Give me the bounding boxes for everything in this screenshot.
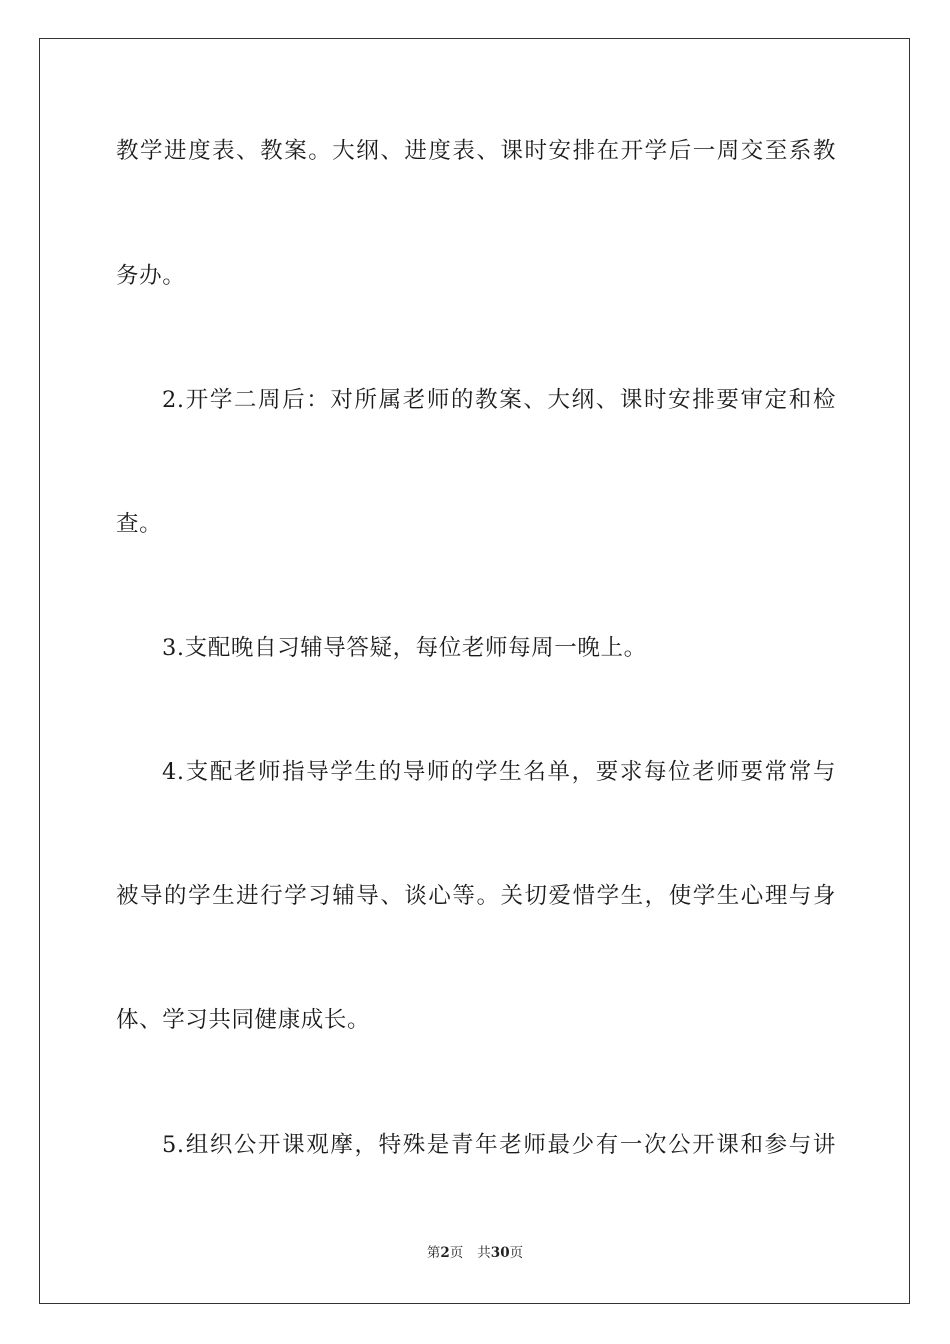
text-line-4: 查。 <box>116 511 163 537</box>
text-line-6: 4.支配老师指导学生的导师的学生名单，要求每位老师要常常与 <box>162 759 836 785</box>
text-line-1: 教学进度表、教案。大纲、进度表、课时安排在开学后一周交至系教 <box>116 138 836 164</box>
text-line-8: 体、学习共同健康成长。 <box>116 1007 371 1033</box>
page-number: 2 <box>440 1245 450 1261</box>
page-footer <box>0 1244 950 1262</box>
text-line-9: 5.组织公开课观摩，特殊是青年老师最少有一次公开课和参与讲 <box>162 1132 836 1158</box>
text-line-2: 务办。 <box>116 263 186 289</box>
page-border <box>39 38 910 1304</box>
page-prefix: 第 <box>426 1245 441 1261</box>
total-suffix: 页 <box>509 1245 524 1261</box>
text-line-7: 被导的学生进行学习辅导、谈心等。关切爱惜学生，使学生心理与身 <box>116 883 836 909</box>
page-suffix: 页 <box>449 1245 464 1261</box>
total-prefix: 共 <box>477 1245 491 1261</box>
total-pages: 30 <box>490 1245 510 1261</box>
text-line-5: 3.支配晚自习辅导答疑，每位老师每周一晚上。 <box>162 635 647 661</box>
text-line-3: 2.开学二周后：对所属老师的教案、大纲、课时安排要审定和检 <box>162 387 836 413</box>
